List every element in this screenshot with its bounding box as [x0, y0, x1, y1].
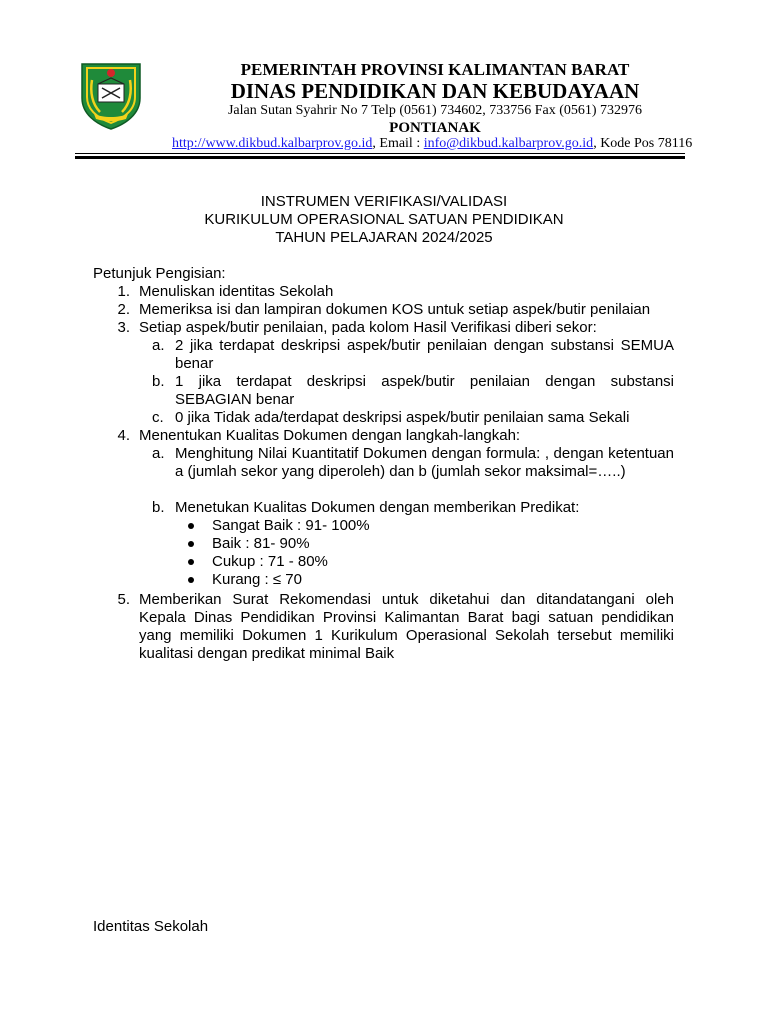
letterhead-contact-line — [172, 137, 692, 151]
letterhead-agency: DINAS PENDIDIKAN DAN KEBUDAYAAN — [230, 79, 640, 103]
sub-item-label: a. — [152, 337, 165, 354]
list-item-number: 2. — [117, 301, 130, 318]
bullet-icon — [188, 559, 194, 565]
list-item-number: 1. — [117, 283, 130, 300]
list-item-number: 3. — [117, 319, 130, 336]
bullet-icon — [188, 577, 194, 583]
bullet-icon — [188, 523, 194, 529]
bullet-text: Kurang : ≤ 70 — [212, 571, 302, 588]
email-link[interactable]: info@dikbud.kalbarprov.go.id — [423, 136, 594, 151]
sub-item-label: a. — [152, 445, 165, 462]
letterhead-address: Jalan Sutan Syahrir No 7 Telp (0561) 734602, 733756 Fax (0561) 732976 — [227, 103, 643, 118]
sub-item-text: Menghitung Nilai Kuantitatif Dokumen dengan formula: , dengan ketentuan a (jumlah sekor yang diperoleh) dan b (jumlah sekor maksimal=…..) — [175, 445, 674, 480]
sub-item-text: 2 jika terdapat deskripsi aspek/butir penilaian dengan substansi SEMUA benar — [175, 337, 674, 372]
document-title-line-2: KURIKULUM OPERASIONAL SATUAN PENDIDIKAN — [204, 211, 564, 228]
sub-item-label: b. — [152, 373, 165, 390]
list-item-text: Setiap aspek/butir penilaian, pada kolom Hasil Verifikasi diberi sekor: — [139, 319, 597, 336]
list-item-number: 4. — [117, 427, 130, 444]
letterhead-divider-thick — [75, 156, 685, 159]
document-title-line-3: TAHUN PELAJARAN 2024/2025 — [275, 229, 493, 246]
letterhead-divider-thin — [75, 153, 685, 154]
bullet-text: Cukup : 71 - 80% — [212, 553, 328, 570]
school-identity-label: Identitas Sekolah — [93, 918, 209, 935]
website-link[interactable]: http://www.dikbud.kalbarprov.go.id — [172, 136, 373, 151]
list-item-number: 5. — [117, 591, 130, 608]
bullet-text: Baik : 81- 90% — [212, 535, 310, 552]
sub-item-text: 0 jika Tidak ada/terdapat deskripsi aspek/butir penilaian sama Sekali — [175, 409, 630, 426]
list-item-text: Memberikan Surat Rekomendasi untuk diketahui dan ditandatangani oleh Kepala Dinas Pendidikan Provinsi Kalimantan Barat bagi satuan pendidikan yang memiliki Dokumen 1 Kurikulum Operasional Sekolah tersebut memiliki kualitasi dengan predikat minimal Baik — [139, 591, 674, 662]
bullet-icon — [188, 541, 194, 547]
bullet-text: Sangat Baik : 91- 100% — [212, 517, 370, 534]
list-item-text: Menentukan Kualitas Dokumen dengan langkah-langkah: — [139, 427, 521, 444]
sub-item-text: Menetukan Kualitas Dokumen dengan memberikan Predikat: — [175, 499, 580, 516]
document-title-line-1: INSTRUMEN VERIFIKASI/VALIDASI — [260, 193, 508, 210]
sub-item-label: c. — [152, 409, 164, 426]
sub-item-text: 1 jika terdapat deskripsi aspek/butir penilaian dengan substansi SEBAGIAN benar — [175, 373, 674, 408]
sub-item-label: b. — [152, 499, 165, 516]
letterhead-province: PEMERINTAH PROVINSI KALIMANTAN BARAT — [240, 60, 630, 79]
list-item-text: Menuliskan identitas Sekolah — [139, 283, 334, 300]
letterhead-city: PONTIANAK — [389, 120, 481, 136]
list-item-text: Memeriksa isi dan lampiran dokumen KOS untuk setiap aspek/butir penilaian — [139, 301, 651, 318]
province-emblem-logo — [78, 58, 144, 130]
email-prefix: , Email : — [372, 136, 424, 151]
postal-code: , Kode Pos 78116 — [593, 136, 693, 151]
instructions-heading: Petunjuk Pengisian: — [93, 265, 226, 282]
